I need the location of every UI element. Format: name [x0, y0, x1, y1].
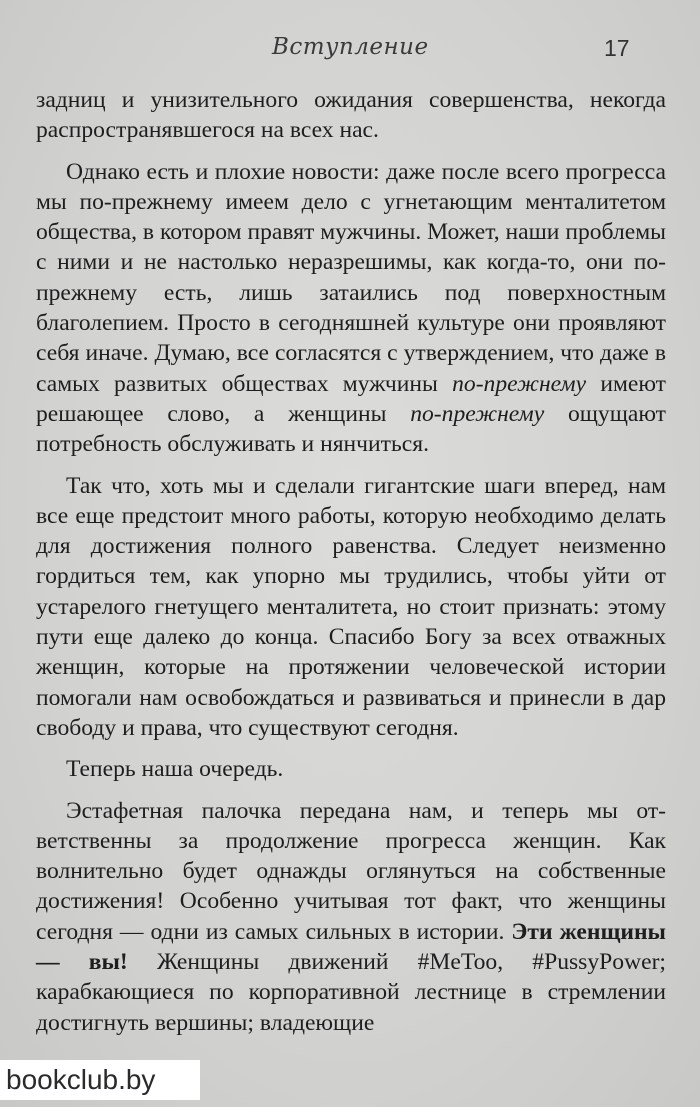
emphasis-text: по-прежнему — [452, 370, 587, 397]
text-run: Однако есть и плохие новости: даже после всего прогресса мы по-прежнему имеем дело с угнетающим менталитетом общества, в котором правят мужчины. Может, наши проблемы с ними и не настолько неразрешимы, как когда-то, они по-прежнему есть, лишь затаились под поверхностным благолепием. Просто в сегодняшней культуре они проявляют себя иначе. Думаю, все согласятся с утверждением, что даже в самых развитых обществах мужчины — [36, 158, 667, 397]
text-run: Женщины движений #MeToo, #PussyPower; карабкающиеся по корпоративной лестнице в стремлении достигнуть вершины; владеющие — [36, 949, 666, 1036]
paragraph — [36, 754, 666, 784]
text-run: Эстафетная палочка передана нам, и теперь мы ответственны за продолжение прогресса женщин. Как волнительно будет однажды оглянуться на собственные достижения! Особенно учитывая тот факт, что женщины сегодня — одни из самых сильных в истории. — [36, 797, 666, 945]
text-run: задниц и унизительного ожидания совершенства, некогда распространявшегося на всех нас. — [36, 87, 666, 144]
text-run: Так что, хоть мы и сделали гигантские шаги вперед, нам все еще предстоит много работы, которую необходимо делать для достижения полного равенства. Следует неизменно гордиться тем, как упорно мы трудились, чтобы уйти от устарелого гнетущего менталитета, но стоит признать: этому пути еще далеко до конца. Спасибо Богу за всех отважных женщин, которые на протяжении человеческой истории помогали нам освобождаться и развиваться и принесли в дар свободу и права, что существуют сегодня. — [36, 472, 666, 741]
paragraph — [36, 796, 666, 1038]
text-run: ощущают потребность обслуживать и нянчиться. — [36, 400, 666, 458]
running-title: Вступление — [272, 34, 429, 60]
bold-text: Эти женщины — вы! — [36, 918, 666, 976]
text-run: имеют решающее слово, а женщины — [36, 370, 666, 427]
text-run: Теперь наша очередь. — [66, 756, 284, 783]
paragraph — [36, 157, 666, 460]
paragraph — [36, 85, 666, 146]
emphasis-text: по-прежнему — [410, 400, 545, 427]
page-number: 17 — [604, 35, 630, 61]
watermark-logo: bookclub.by — [0, 1060, 200, 1100]
paragraph — [36, 471, 666, 744]
page-header — [0, 28, 700, 68]
body-text — [36, 85, 666, 1038]
